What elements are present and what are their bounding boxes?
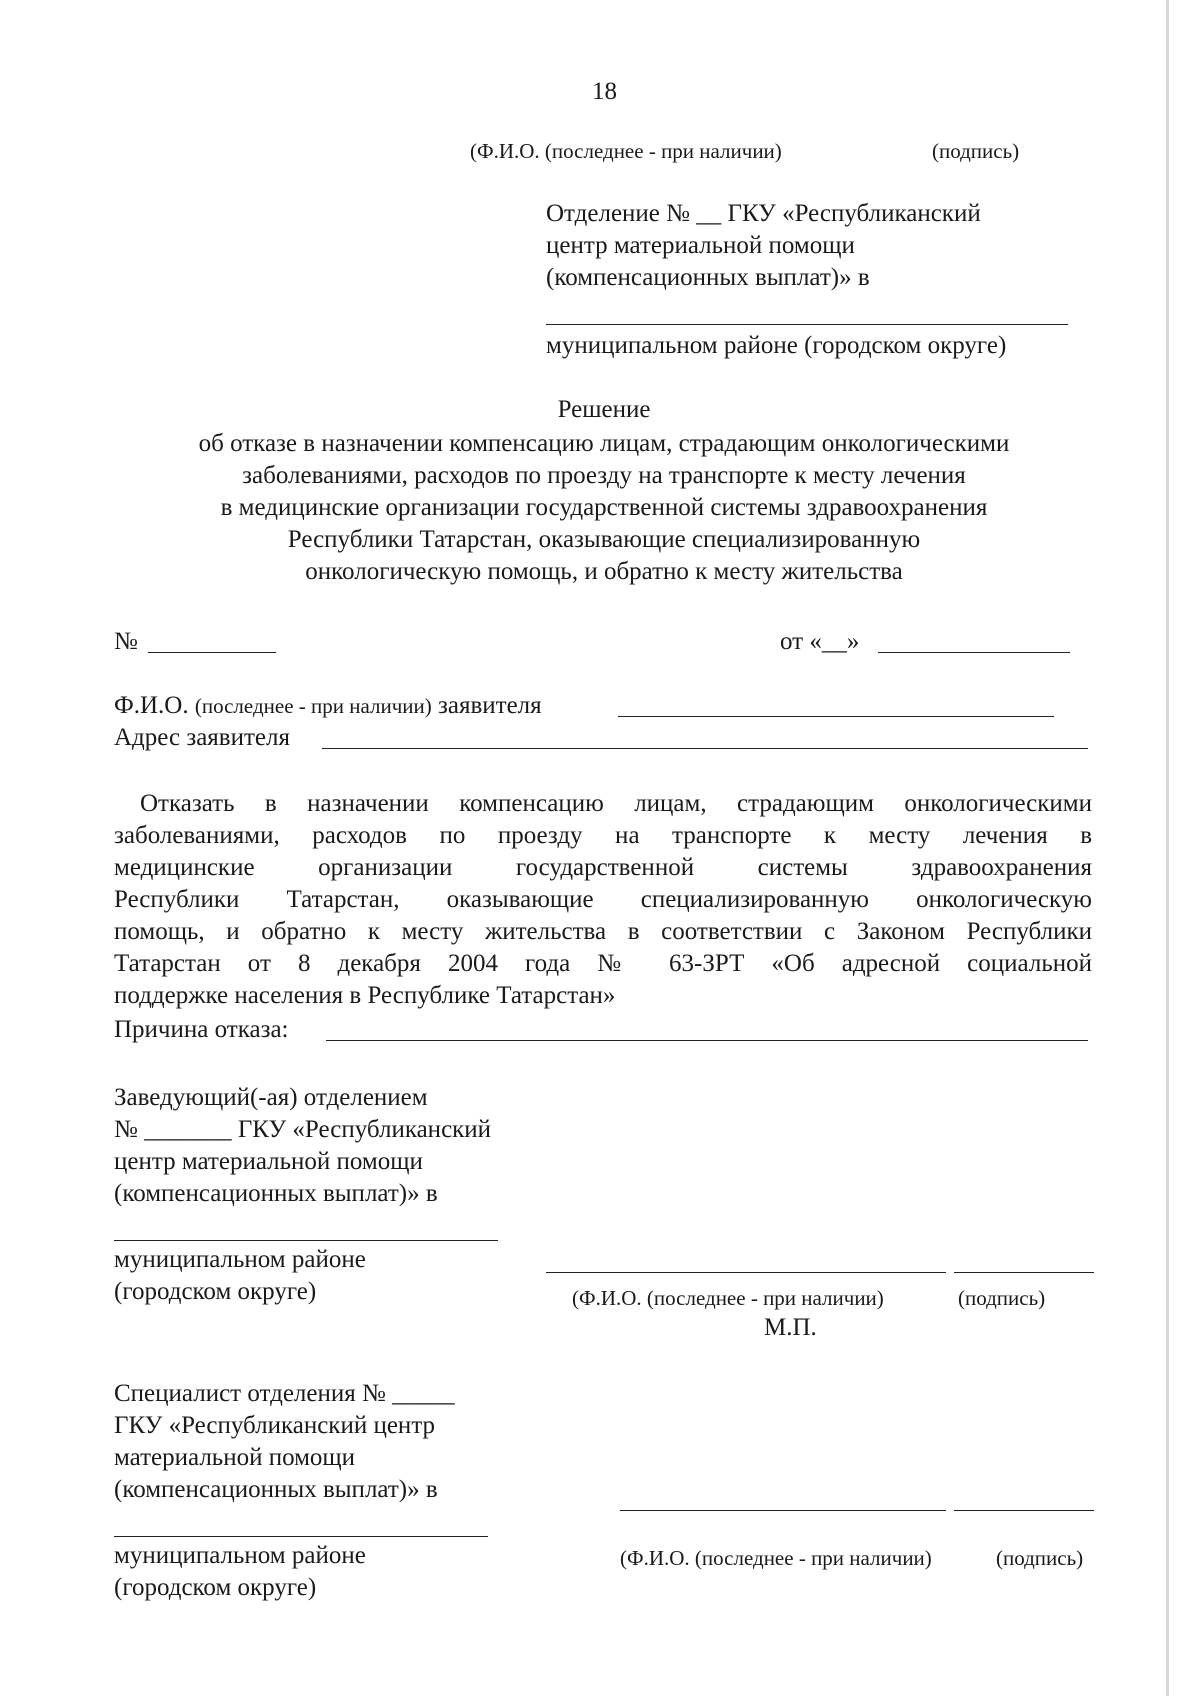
head-sign-blank <box>954 1272 1094 1273</box>
title-line-4: Республики Татарстан, оказывающие специализированную <box>287 526 921 553</box>
specialist-fio-caption: (Ф.И.О. (последнее - при наличии) <box>620 1546 932 1570</box>
addressee-district: муниципальном районе (городском округе) <box>546 332 1007 359</box>
head-district-2: (городском округе) <box>114 1278 317 1305</box>
decision-heading: Решение <box>557 396 651 423</box>
specialist-line-4: (компенсационных выплат)» в <box>114 1476 438 1503</box>
head-fio-blank <box>546 1272 946 1273</box>
head-district-1: муниципальном районе <box>114 1246 366 1273</box>
addressee-line-1: Отделение № __ ГКУ «Республиканский <box>546 200 981 227</box>
head-line-1: Заведующий(-ая) отделением <box>114 1084 428 1111</box>
body-line: Республики Татарстан, оказывающие специализированную онкологическую <box>114 886 1092 913</box>
specialist-line-3: материальной помощи <box>114 1444 356 1471</box>
applicant-address-blank <box>322 748 1088 749</box>
title-line-3: в медицинские организации государственной системы здравоохранения <box>220 494 988 521</box>
applicant-fio-end: заявителя <box>438 692 542 719</box>
head-line-3: центр материальной помощи <box>114 1148 423 1175</box>
date-blank <box>878 652 1070 653</box>
page-number: 18 <box>592 78 617 105</box>
head-sign-caption: (подпись) <box>958 1286 1046 1310</box>
body-line: Татарстан от 8 декабря 2004 года № 63-ЗРТ «Об адресной социальной <box>114 950 1092 977</box>
title-line-1: об отказе в назначении компенсацию лицам, страдающим онкологическими <box>198 430 1010 457</box>
date-label: от «__» <box>780 628 860 655</box>
addressee-line-3: (компенсационных выплат)» в <box>546 264 870 291</box>
applicant-fio-blank <box>618 716 1054 717</box>
addressee-district-blank <box>546 324 1068 325</box>
head-line-4: (компенсационных выплат)» в <box>114 1180 438 1207</box>
reason-label: Причина отказа: <box>114 1016 289 1043</box>
specialist-sign-caption: (подпись) <box>996 1546 1084 1570</box>
body-line: поддержке населения в Республике Татарстан» <box>114 982 616 1009</box>
body-line: помощь, и обратно к месту жительства в соответствии с Законом Республики <box>114 918 1092 945</box>
title-line-2: заболеваниями, расходов по проезду на транспорте к месту лечения <box>242 462 966 489</box>
specialist-district-1: муниципальном районе <box>114 1542 366 1569</box>
head-district-blank <box>114 1240 498 1241</box>
title-line-5: онкологическую помощь, и обратно к месту жительства <box>305 558 903 585</box>
applicant-fio-main: Ф.И.О. <box>114 692 189 719</box>
specialist-district-2: (городском округе) <box>114 1574 317 1601</box>
applicant-fio-label <box>114 690 542 722</box>
applicant-fio-note: (последнее - при наличии) <box>194 694 432 718</box>
body-line: Отказать в назначении компенсацию лицам, страдающим онкологическими <box>140 790 1092 817</box>
body-line: заболеваниями, расходов по проезду на транспорте к месту лечения в <box>114 822 1092 849</box>
top-sign-caption: (подпись) <box>932 139 1020 163</box>
number-blank <box>148 652 276 653</box>
head-fio-caption: (Ф.И.О. (последнее - при наличии) <box>572 1286 884 1310</box>
applicant-address-label: Адрес заявителя <box>114 724 290 751</box>
body-line: медицинские организации государственной системы здравоохранения <box>114 854 1092 881</box>
specialist-fio-blank <box>620 1510 946 1511</box>
specialist-line-2: ГКУ «Республиканский центр <box>114 1412 436 1439</box>
specialist-sign-blank <box>954 1510 1094 1511</box>
top-fio-caption: (Ф.И.О. (последнее - при наличии) <box>470 139 782 163</box>
reason-blank <box>326 1040 1088 1041</box>
head-line-2: № _______ ГКУ «Республиканский <box>114 1116 492 1143</box>
stamp-mark: М.П. <box>764 1314 817 1341</box>
scan-edge <box>1166 0 1169 1696</box>
number-label: № <box>114 628 138 655</box>
specialist-line-1: Специалист отделения № _____ <box>114 1380 455 1407</box>
decision-body <box>114 788 1092 1012</box>
specialist-district-blank <box>114 1536 488 1537</box>
addressee-line-2: центр материальной помощи <box>546 232 855 259</box>
